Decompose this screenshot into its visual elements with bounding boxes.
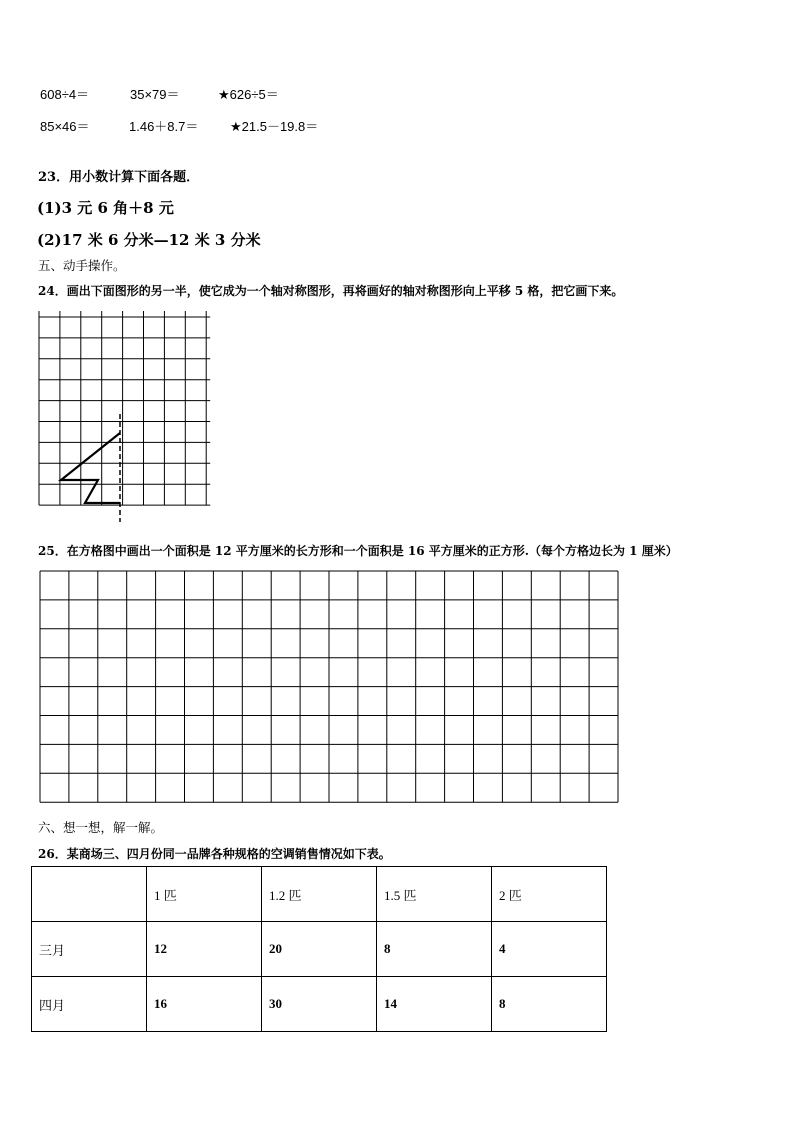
section-five-heading: 五、动手操作。 [38, 258, 126, 273]
question-25-title: 25．在方格图中画出一个面积是 12 平方厘米的长方形和一个面积是 16 平方厘米的正方形.（每个方格边长为 1 厘米） [38, 544, 678, 558]
table-header-row [32, 867, 607, 922]
table-row [32, 922, 607, 977]
question-26-title: 26．某商场三、四月份同一品牌各种规格的空调销售情况如下表。 [38, 847, 391, 861]
question-24-title: 24．画出下面图形的另一半，使它成为一个轴对称图形，再将画好的轴对称图形向上平移 5 格，把它画下来。 [38, 284, 624, 298]
question-23-item-2: (2)17 米 6 分米—12 米 3 分米 [37, 231, 261, 249]
calc-item: ★21.5－19.8＝ [230, 119, 319, 134]
row-label: 四月 [32, 977, 147, 1032]
calc-item: 608÷4＝ [40, 87, 90, 102]
table-header-cell: 2 匹 [492, 867, 607, 922]
table-header-cell: 1.5 匹 [377, 867, 492, 922]
half-shape-outline [61, 433, 120, 503]
section-six-heading: 六、想一想，解一解。 [38, 820, 164, 835]
table-cell: 8 [377, 922, 492, 977]
table-cell: 16 [147, 977, 262, 1032]
table-cell: 8 [492, 977, 607, 1032]
table-row [32, 977, 607, 1032]
table-cell: 30 [262, 977, 377, 1032]
calc-item: 1.46＋8.7＝ [129, 119, 199, 134]
sales-table [31, 866, 607, 1032]
table-header-cell: 1.2 匹 [262, 867, 377, 922]
table-header-cell [32, 867, 147, 922]
row-label: 三月 [32, 922, 147, 977]
table-cell: 4 [492, 922, 607, 977]
table-cell: 14 [377, 977, 492, 1032]
table-header-cell: 1 匹 [147, 867, 262, 922]
question-23-item-1: (1)3 元 6 角＋8 元 [37, 199, 174, 217]
calc-item: ★626÷5＝ [218, 87, 279, 102]
question-23-title: 23．用小数计算下面各题． [38, 170, 200, 185]
table-cell: 12 [147, 922, 262, 977]
table-cell: 20 [262, 922, 377, 977]
calc-item: 85×46＝ [40, 119, 90, 134]
calc-item: 35×79＝ [130, 87, 180, 102]
